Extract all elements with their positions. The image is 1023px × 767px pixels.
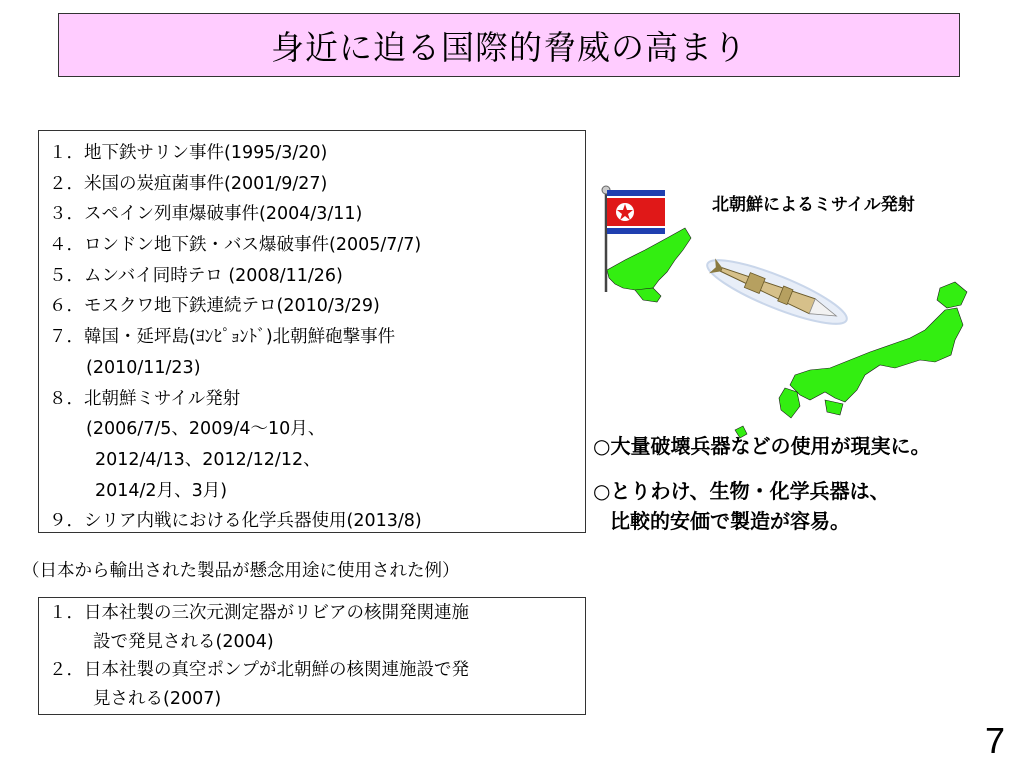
- incident-item-continuation: (2010/11/23): [86, 357, 201, 378]
- incident-list-box: [38, 130, 586, 533]
- export-item: ２．日本社製の真空ポンプが北朝鮮の核関連施設で発: [49, 660, 469, 680]
- korean-peninsula-map-icon: [607, 228, 691, 302]
- key-point-continuation: 比較的安価で製造が容易。: [610, 509, 850, 533]
- incident-item: ６．モスクワ地下鉄連続テロ(2010/3/29): [49, 296, 380, 317]
- incident-item: ５．ムンバイ同時テロ (2008/11/26): [49, 265, 343, 286]
- incident-item-continuation: 2012/4/13、2012/12/12、: [95, 449, 321, 470]
- incident-item: ２．米国の炭疽菌事件(2001/9/27): [49, 173, 328, 194]
- export-item: １．日本社製の三次元測定器がリビアの核開発関連施: [49, 603, 469, 623]
- incident-item: ４．ロンドン地下鉄・バス爆破事件(2005/7/7): [49, 235, 422, 256]
- export-item-continuation: 見される(2007): [93, 688, 222, 709]
- key-point: ○大量破壊兵器などの使用が現実に。: [593, 434, 931, 458]
- incident-item: ７．韓国・延坪島(ﾖﾝﾋﾟｮﾝﾄﾞ)北朝鮮砲撃事件: [49, 327, 396, 348]
- incident-item: ８．北朝鮮ミサイル発射: [49, 388, 241, 409]
- page-number: 7: [985, 720, 1006, 761]
- incident-item: ９．シリア内戦における化学兵器使用(2013/8): [49, 511, 422, 532]
- incident-item: １．地下鉄サリン事件(1995/3/20): [49, 143, 328, 163]
- export-item-continuation: 設で発見される(2004): [93, 631, 274, 652]
- exports-list-box: [38, 597, 586, 715]
- key-point: ○とりわけ、生物・化学兵器は、: [593, 479, 890, 503]
- incident-item: ３．スペイン列車爆破事件(2004/3/11): [49, 204, 363, 225]
- incident-item-continuation: (2006/7/5、2009/4～10月、: [86, 419, 326, 440]
- slide-title-box: [58, 13, 960, 77]
- incident-item-continuation: 2014/2月、3月): [95, 480, 228, 501]
- slide-title: 身近に迫る国際的脅威の高まり: [271, 27, 747, 67]
- exports-caption: （日本から輸出された製品が懸念用途に使用された例）: [22, 561, 460, 581]
- missile-icon: [701, 249, 852, 335]
- missile-label: 北朝鮮によるミサイル発射: [712, 195, 915, 215]
- missile-illustration: [595, 180, 990, 450]
